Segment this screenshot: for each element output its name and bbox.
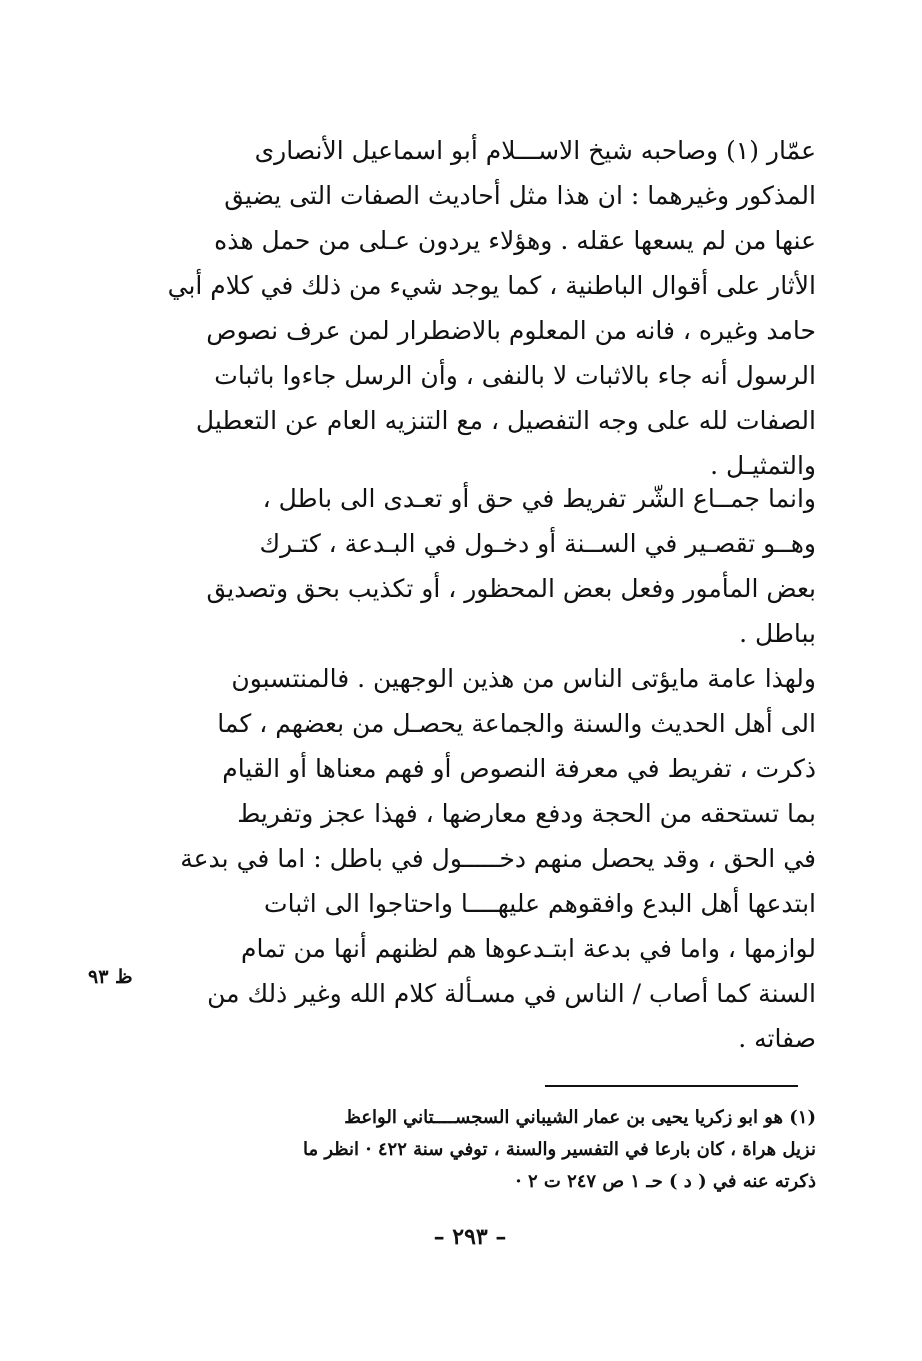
text-line: عمّار (١) وصاحبه شيخ الاســـلام أبو اسماعيل الأنصارى bbox=[254, 136, 816, 165]
text-line: ذكرت ، تفريط في معرفة النصوص أو فهم معناها أو القيام bbox=[222, 754, 816, 783]
text-line: المذكور وغيرهما : ان هذا مثل أحاديث الصفات التى يضيق bbox=[224, 181, 816, 210]
text-line: بما تستحقه من الحجة ودفع معارضها ، فهذا عجز وتفريط bbox=[237, 799, 816, 828]
page-number: – ٢٩٣ – bbox=[433, 1224, 507, 1250]
text-line: بباطل . bbox=[739, 619, 816, 648]
text-line: في الحق ، وقد يحصل منهم دخـــــول في باطل : اما في بدعة bbox=[180, 844, 816, 873]
text-line: بعض المأمور وفعل بعض المحظور ، أو تكذيب بحق وتصديق bbox=[206, 574, 816, 603]
text-line: الى أهل الحديث والسنة والجماعة يحصـل من بعضهم ، كما bbox=[217, 709, 816, 738]
text-line: السنة كما أصاب / الناس في مسـألة كلام الله وغير ذلك من bbox=[207, 979, 816, 1008]
footnote-line: نزيل هراة ، كان بارعا في التفسير والسنة ، توفي سنة ٤٢٢ · انظر ما bbox=[302, 1139, 816, 1160]
text-line: لوازمها ، واما في بدعة ابتـدعوها هم لظنهم أنها من تمام bbox=[241, 934, 816, 963]
text-line: الصفات لله على وجه التفصيل ، مع التنزيه العام عن التعطيل bbox=[195, 406, 816, 435]
paragraph-2 bbox=[150, 476, 816, 656]
footnote-separator bbox=[545, 1085, 798, 1087]
text-line: صفاته . bbox=[738, 1024, 816, 1053]
text-line: ولهذا عامة مايؤتى الناس من هذين الوجهين . فالمنتسبون bbox=[231, 664, 816, 693]
text-line: وهــو تقصـير في الســنة أو دخـول في البـدعة ، كتـرك bbox=[259, 529, 816, 558]
text-line: الرسول أنه جاء بالاثبات لا بالنفى ، وأن الرسل جاءوا باثبات bbox=[214, 361, 816, 390]
text-line: ابتدعها أهل البدع وافقوهم عليهــــا واحتاجوا الى اثبات bbox=[264, 889, 816, 918]
margin-folio-note: ظ ٩٣ bbox=[88, 966, 133, 988]
text-line: والتمثيـل . bbox=[710, 451, 816, 480]
footnote-line: ذكرته عنه في ( د ) حـ ١ ص ٢٤٧ ت ٢ · bbox=[515, 1171, 816, 1192]
footnote-line: (١) هو ابو زكريا يحيى بن عمار الشيباني السجســــتاني الواعظ bbox=[344, 1107, 816, 1128]
footnote bbox=[150, 1102, 816, 1198]
text-line: حامد وغيره ، فانه من المعلوم بالاضطرار لمن عرف نصوص bbox=[206, 316, 816, 345]
text-line: الأثار على أقوال الباطنية ، كما يوجد شيء من ذلك في كلام أبي bbox=[167, 271, 816, 300]
text-line: عنها من لم يسعها عقله . وهؤلاء يردون عـلى من حمل هذه bbox=[214, 226, 816, 255]
text-line: وانما جمــاع الشّر تفريط في حق أو تعـدى الى باطل ، bbox=[262, 484, 816, 513]
paragraph-3 bbox=[150, 656, 816, 1061]
paragraph-1 bbox=[150, 128, 816, 488]
